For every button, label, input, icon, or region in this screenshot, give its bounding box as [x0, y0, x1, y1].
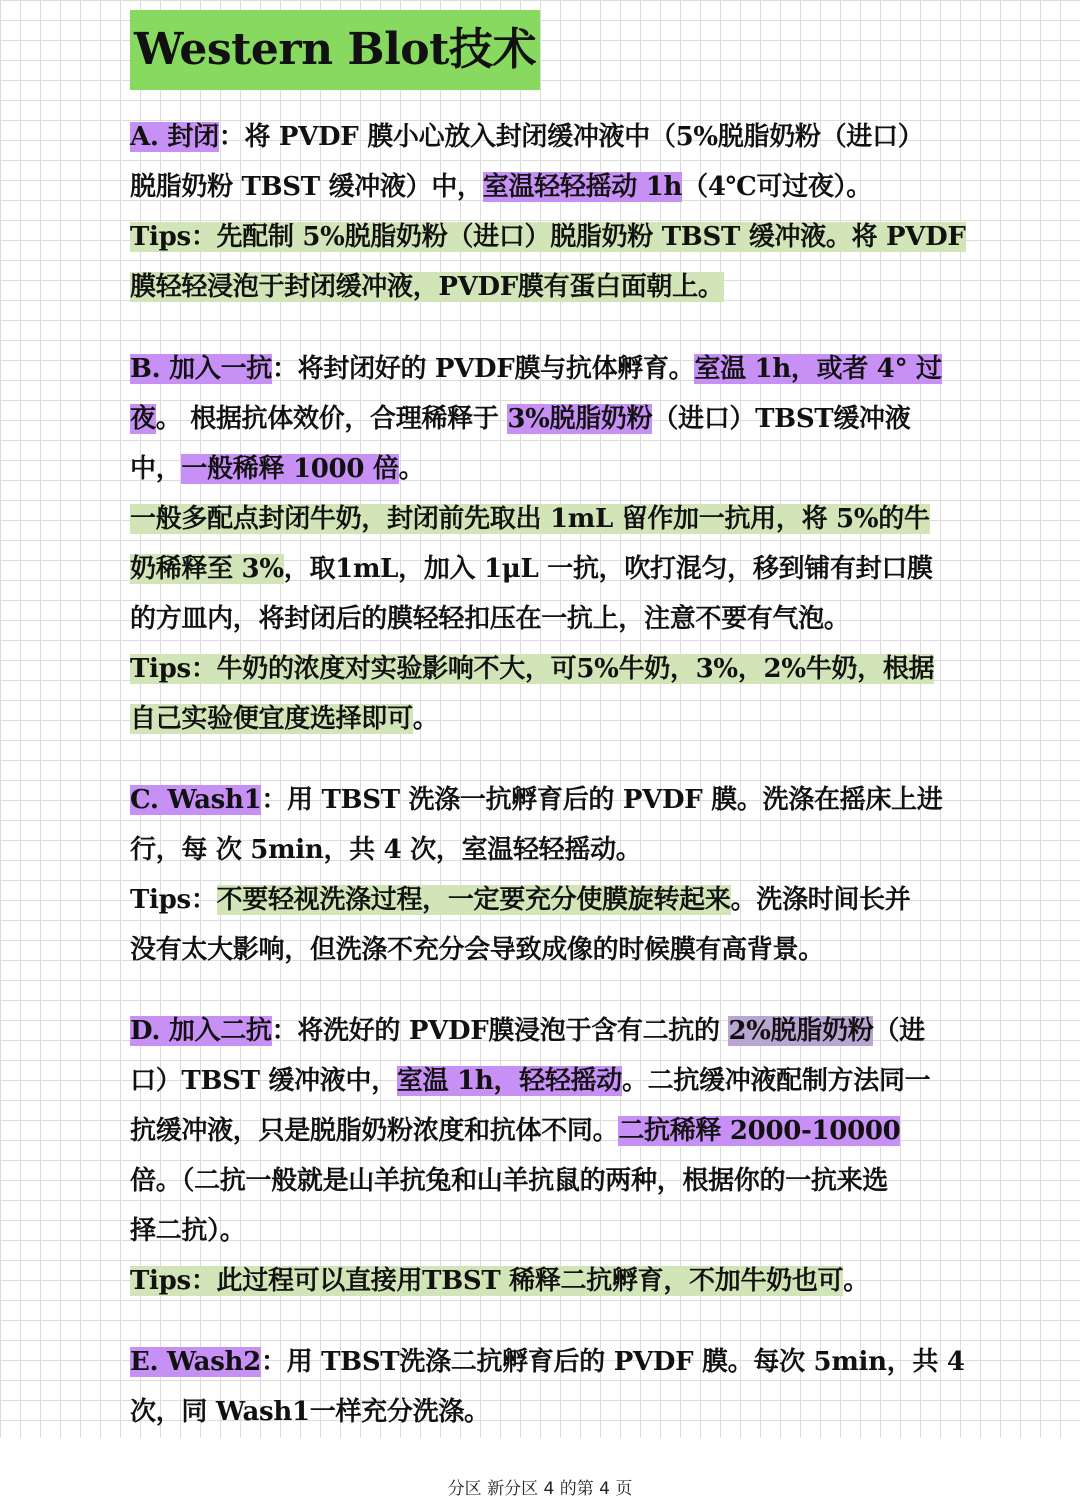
- section-d-tip-text: Tips：此过程可以直接用TBST 稀释二抗孵育，不加牛奶也可: [130, 1266, 844, 1296]
- page-footer: 分区 新分区 4 的第 4 页: [447, 1479, 633, 1499]
- section-e-text: ：用 TBST洗涤二抗孵育后的 PVDF 膜。每次 5min，共 4: [260, 1347, 965, 1377]
- section-b-line-4: [130, 494, 930, 544]
- section-a-text: 脱脂奶粉 TBST 缓冲液）中，: [130, 172, 483, 202]
- section-d-text: 口）TBST 缓冲液中，: [130, 1066, 397, 1096]
- section-b-line-1: [130, 344, 942, 394]
- section-c-text: 行，每 次 5min，共 4 次，室温轻轻摇动。: [130, 835, 642, 865]
- section-b-tip: Tips：牛奶的浓度对实验影响不大，可5%牛奶，3%，2%牛奶，根据: [130, 654, 935, 684]
- section-d-text: ：将洗好的 PVDF膜浸泡于含有二抗的: [271, 1016, 729, 1046]
- section-d-highlight: 2%脱脂奶粉: [728, 1016, 874, 1046]
- section-b-line-6: [130, 594, 850, 644]
- section-b-text: 。 根据抗体效价，合理稀释于: [155, 404, 508, 434]
- section-b-tip-line-1: [130, 644, 934, 694]
- section-a-text: （4℃可过夜）。: [682, 172, 872, 202]
- section-d-label: D. 加入二抗: [130, 1016, 272, 1046]
- section-e-line-2: [130, 1387, 490, 1437]
- section-c-line-2: [130, 825, 641, 875]
- section-b-highlight: 一般稀释 1000 倍: [181, 454, 399, 484]
- section-b-label: B. 加入一抗: [130, 354, 272, 384]
- section-a-tip-line-2: [130, 262, 724, 312]
- section-e-label: E. Wash2: [130, 1347, 261, 1377]
- section-c-line-1: [130, 775, 942, 825]
- section-d-tip: [130, 1256, 869, 1306]
- section-b-text: ，取1mL，加入 1μL 一抗，吹打混匀，移到铺有封口膜: [283, 554, 933, 584]
- section-c-text: 。洗涤时间长并: [730, 885, 911, 915]
- section-b-text: ：将封闭好的 PVDF膜与抗体孵育。: [271, 354, 695, 384]
- section-d-text: （进: [873, 1016, 925, 1046]
- section-b-highlight: 夜: [130, 404, 156, 434]
- section-b-text: 。: [398, 454, 425, 484]
- section-b-text: 的方皿内，将封闭后的膜轻轻扣压在一抗上，注意不要有气泡。: [130, 604, 850, 634]
- section-d-line-1: [130, 1006, 925, 1056]
- section-d-line-3: [130, 1106, 900, 1156]
- section-b-highlight: 3%脱脂奶粉: [507, 404, 653, 434]
- section-b-note: 一般多配点封闭牛奶，封闭前先取出 1mL 留作加一抗用，将 5%的牛: [130, 504, 930, 534]
- section-c-text: 没有太大影响，但洗涤不充分会导致成像的时候膜有高背景。: [130, 935, 824, 965]
- section-e-line-1: [130, 1337, 965, 1387]
- section-b-line-3: [130, 444, 424, 494]
- section-d-line-2: [130, 1056, 930, 1106]
- section-a-highlight: 室温轻轻摇动 1h: [482, 172, 683, 202]
- section-b-highlight: 室温 1h，或者 4° 过: [694, 354, 942, 384]
- section-c-tip-line-2: [130, 925, 824, 975]
- section-d-text: 倍。（二抗一般就是山羊抗兔和山羊抗鼠的两种，根据你的一抗来选: [130, 1166, 889, 1196]
- section-a-line-1: [130, 112, 923, 162]
- section-b-tip-line-2: [130, 694, 438, 744]
- section-d-highlight: 二抗稀释 2000-10000: [618, 1116, 901, 1146]
- document-title: Western Blot技术: [130, 10, 540, 90]
- section-b-note: 奶稀释至 3%: [130, 554, 284, 584]
- section-a-line-2: [130, 162, 872, 212]
- section-b-text: 。: [412, 704, 439, 734]
- section-d-line-5: [130, 1206, 246, 1256]
- section-a-text: ：将 PVDF 膜小心放入封闭缓冲液中（5%脱脂奶粉（进口）: [218, 122, 924, 152]
- section-a-tip: 膜轻轻浸泡于封闭缓冲液，PVDF膜有蛋白面朝上。: [130, 272, 724, 302]
- section-d-text: 。: [843, 1266, 869, 1296]
- section-a-tip: Tips：先配制 5%脱脂奶粉（进口）脱脂奶粉 TBST 缓冲液。将 PVDF: [130, 222, 966, 252]
- section-c-tip-line-1: [130, 875, 910, 925]
- section-b-line-5: [130, 544, 933, 594]
- section-c-tip: 不要轻视洗涤过程，一定要充分使膜旋转起来: [216, 885, 731, 915]
- section-d-text: 抗缓冲液，只是脱脂奶粉浓度和抗体不同。: [130, 1116, 619, 1146]
- section-b-text: （进口）TBST缓冲液: [652, 404, 911, 434]
- section-d-text: 择二抗）。: [130, 1216, 246, 1246]
- section-c-label: C. Wash1: [130, 785, 262, 815]
- section-b-line-2: [130, 394, 910, 444]
- section-d-highlight: 室温 1h，轻轻摇动: [396, 1066, 622, 1096]
- section-b-tip: 自己实验便宜度选择即可: [130, 704, 413, 734]
- section-a-tip-line-1: [130, 212, 966, 262]
- section-d-line-4: [130, 1156, 888, 1206]
- section-b-text: 中，: [130, 454, 182, 484]
- section-c-text: ：用 TBST 洗涤一抗孵育后的 PVDF 膜。洗涤在摇床上进: [261, 785, 943, 815]
- section-a-label: A. 封闭: [130, 122, 219, 152]
- section-d-text: 。二抗缓冲液配制方法同一: [621, 1066, 931, 1096]
- section-e-text: 次，同 Wash1一样充分洗涤。: [130, 1397, 490, 1427]
- section-c-text: Tips：: [130, 885, 217, 915]
